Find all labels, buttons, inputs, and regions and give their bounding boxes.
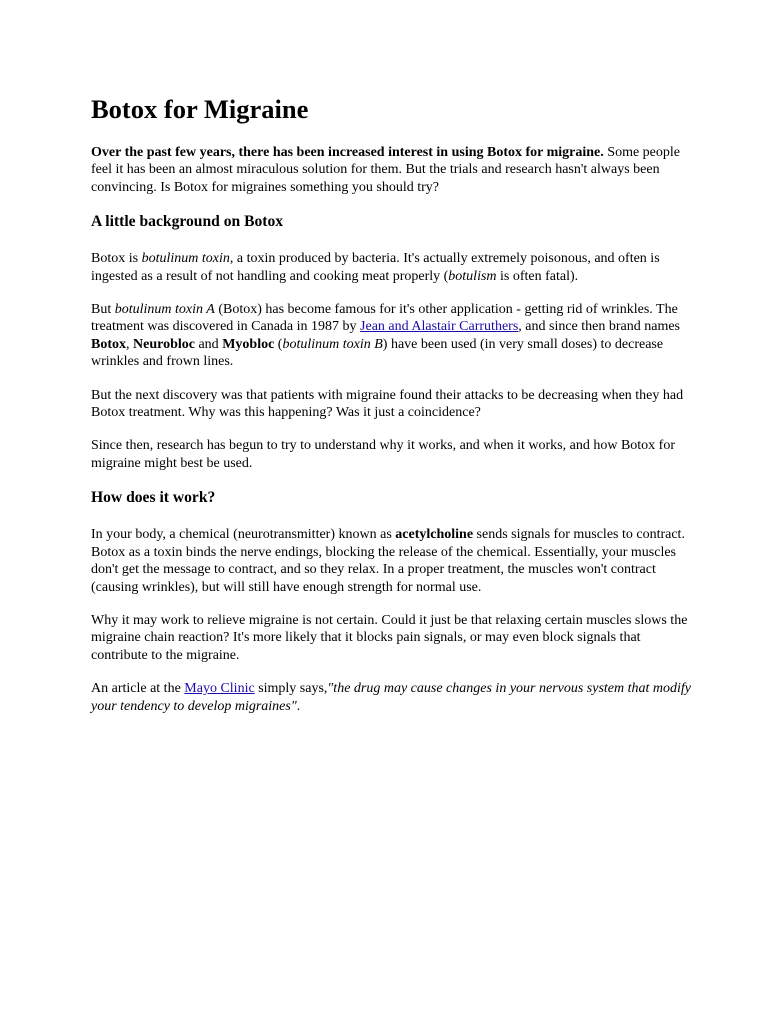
mayo-clinic-link[interactable]: Mayo Clinic: [184, 681, 255, 697]
brand-name: Myobloc: [222, 336, 275, 352]
intro-lead: Over the past few years, there has been increased interest in using Botox for migraine.: [91, 145, 604, 160]
how-paragraph-2: Why it may work to relieve migraine is not certain. Could it just be that relaxing certain muscles slows the migraine chain reaction? It's more likely that it blocks pain signals, or may even block signals that contribute to the migraine.: [91, 612, 688, 663]
background-paragraph-4: Since then, research has begun to try to understand why it works, and when it works, and how Botox for migraine might best be used.: [91, 438, 675, 471]
brand-name: Neurobloc: [133, 336, 195, 352]
bold-term: acetylcholine: [395, 527, 474, 543]
brand-name: Botox: [91, 336, 126, 352]
background-paragraph-1: [91, 250, 691, 285]
intro-paragraph: [91, 144, 691, 196]
text-span: .: [296, 698, 301, 714]
section-heading-background: A little background on Botox: [91, 213, 284, 231]
text-span: , and since then brand names: [518, 319, 681, 335]
background-paragraph-2: [91, 301, 691, 371]
text-span: An article at the: [91, 681, 185, 697]
section-heading-how-it-works: How does it work?: [91, 489, 216, 507]
text-span: Botox is: [91, 251, 142, 267]
italic-term: botulinum toxin B: [282, 336, 383, 352]
text-span: is often fatal).: [496, 268, 579, 284]
text-span: (: [274, 336, 283, 352]
text-span: In your body, a chemical (neurotransmitter) known as: [91, 527, 396, 543]
page-title: Botox for Migraine: [91, 94, 309, 124]
document-page: [91, 94, 691, 731]
intro-rest: Some people feel it has been an almost miraculous solution for them. But the trials and research hasn't always been convincing. Is Botox for migraines something you should try?: [91, 145, 680, 195]
text-span: ) have been used (in very small doses) to decrease wrinkles and frown lines.: [91, 336, 664, 370]
text-span: But: [91, 302, 115, 318]
text-span: (Botox) has become famous for it's other application - getting rid of wrinkles. The treatment was discovered in Canada in 1987 by: [91, 302, 678, 335]
italic-quote: "the drug may cause changes in your nervous system that modify your tendency to develop migraines": [91, 681, 692, 714]
text-span: and: [194, 336, 223, 352]
text-span: sends signals for muscles to contract. Botox as a toxin binds the nerve endings, blocking the release of the chemical. Essentially, your muscles don't get the message to contract, and so they relax. In a proper treatment, the muscles won't contract (causing wrinkles), but will still have enough strength for normal use.: [91, 527, 685, 595]
text-span: ,: [126, 336, 133, 352]
italic-term: botulism: [448, 268, 497, 284]
carruthers-link[interactable]: Jean and Alastair Carruthers: [360, 319, 519, 335]
text-span: simply says,: [254, 681, 328, 697]
how-paragraph-1: [91, 526, 691, 596]
background-paragraph-3: But the next discovery was that patients with migraine found their attacks to be decreasing when they had Botox treatment. Why was this happening? Was it just a coincidence?: [91, 387, 684, 421]
how-paragraph-3: [91, 680, 691, 715]
italic-term: botulinum toxin: [141, 251, 230, 267]
text-span: , a toxin produced by bacteria. It's actually extremely poisonous, and often is ingested as a result of not handling and cooking meat properly (: [91, 251, 660, 284]
italic-term: botulinum toxin A: [114, 302, 215, 318]
